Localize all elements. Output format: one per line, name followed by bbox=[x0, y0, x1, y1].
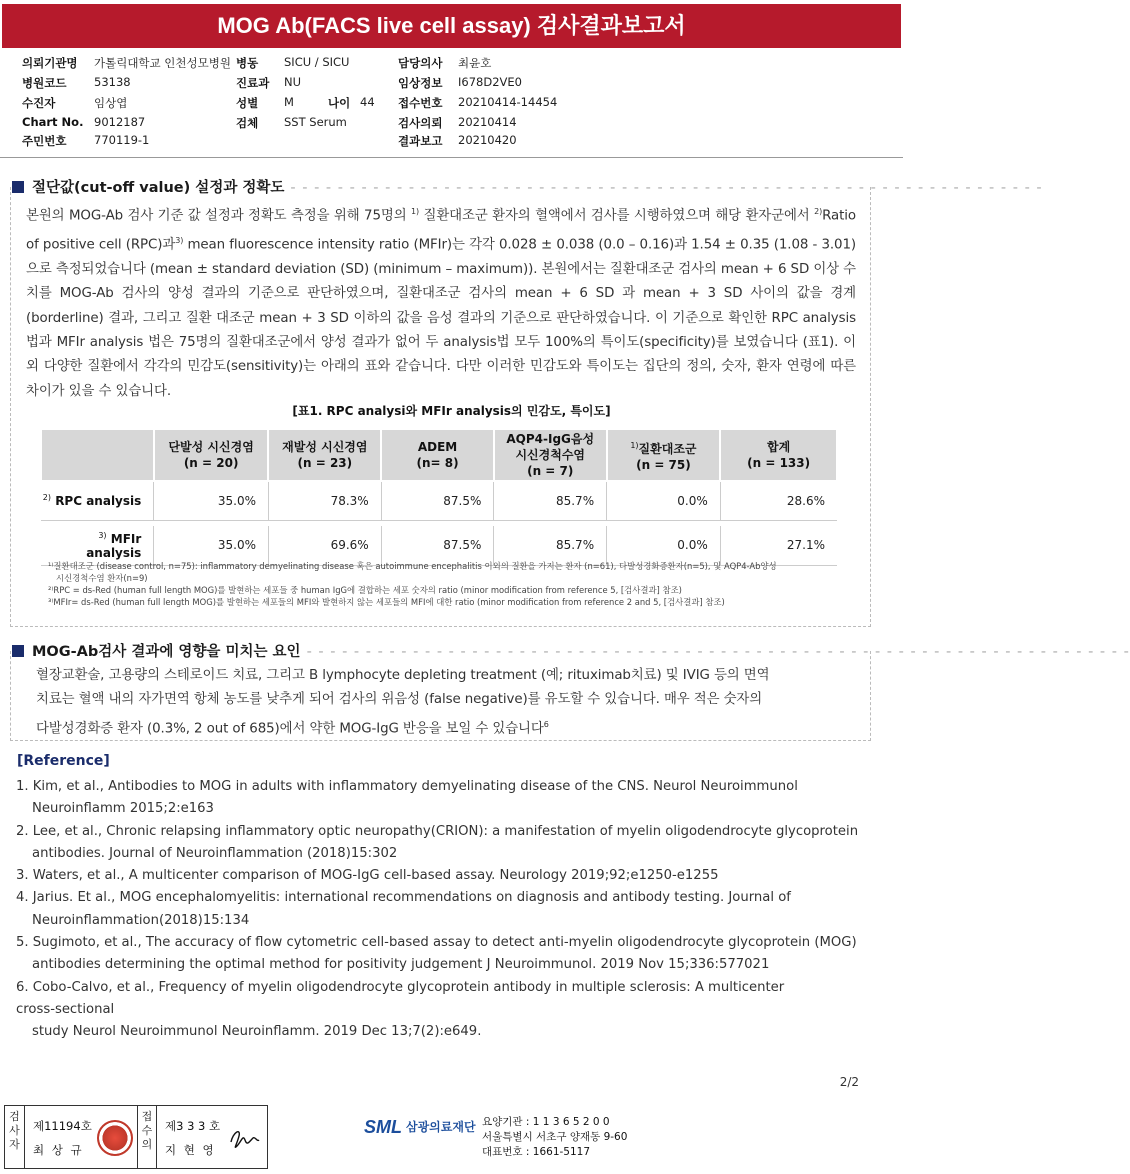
page-number: 2/2 bbox=[839, 1075, 859, 1089]
table-cell: 35.0% bbox=[154, 526, 269, 565]
footnote: 시신경척수염 환자(n=9) bbox=[56, 573, 148, 583]
org-line: 서울특별시 서초구 양재동 9-60 bbox=[482, 1131, 628, 1143]
info-value: 임상엽 bbox=[94, 96, 128, 110]
table-cell: 35.0% bbox=[154, 481, 269, 520]
info-label: 접수번호 bbox=[398, 96, 443, 110]
reference-item: 3. Waters, et al., A multicenter comparison of MOG-IgG cell-based assay. Neurology 2019;92;e1250-e1255 bbox=[16, 868, 719, 884]
column-header: 재발성 시신경염 (n = 23) bbox=[268, 429, 381, 481]
receiver-license: 제3 3 3 호 bbox=[165, 1119, 221, 1133]
column-header: 단발성 시신경염 (n = 20) bbox=[154, 429, 269, 481]
info-value: 9012187 bbox=[94, 115, 146, 129]
section-heading-text: MOG-Ab검사 결과에 영향을 미치는 요인 bbox=[32, 644, 301, 660]
info-value: 20210414 bbox=[458, 115, 517, 129]
table-caption: [표1. RPC analysi와 MFIr analysis의 민감도, 특이도] bbox=[292, 404, 611, 418]
table-cell: 28.6% bbox=[720, 481, 837, 520]
table-cell: 69.6% bbox=[268, 526, 381, 565]
report-title: MOG Ab(FACS live cell assay) 검사결과보고서 bbox=[2, 4, 901, 48]
row-header: $^{2)}$ RPC analysis bbox=[41, 481, 154, 520]
info-label: 나이 bbox=[328, 96, 351, 110]
factors-line: 치료는 혈액 내의 자가면역 항체 농도를 낮추게 되어 검사의 위음성 (false negative)를 유도할 수 있습니다. 매우 적은 숫자의 bbox=[36, 692, 763, 708]
info-label: 의뢰기관명 bbox=[22, 56, 78, 70]
factors-line: 다발성경화증 환자 (0.3%, 2 out of 685)에서 약한 MOG-IgG 반응을 보일 수 있습니다$^6$ bbox=[36, 719, 549, 737]
table-cell: 85.7% bbox=[494, 481, 607, 520]
table-header-row bbox=[41, 429, 837, 481]
info-label: 결과보고 bbox=[398, 134, 443, 148]
footnote: ²⁾RPC = ds-Red (human full length MOG)를 발현하는 세포들 중 human IgG에 결합하는 세포 숫자의 ratio (minor modification from reference 5, [검사결과] 참조) bbox=[48, 585, 682, 595]
reference-heading: [Reference] bbox=[17, 753, 110, 769]
column-header: $^{1)}$질환대조군 (n = 75) bbox=[607, 429, 721, 481]
info-value: 20210420 bbox=[458, 133, 517, 147]
info-label: 담당의사 bbox=[398, 56, 443, 70]
info-value: SST Serum bbox=[284, 115, 347, 129]
sml-logo bbox=[364, 1117, 476, 1138]
column-header: AQP4-IgG음성 시신경척수염 (n = 7) bbox=[494, 429, 607, 481]
table-cell: 87.5% bbox=[381, 481, 494, 520]
info-label: 성별 bbox=[236, 96, 259, 110]
row-header: $^{3)}$ MFIr analysis bbox=[41, 526, 154, 565]
column-header: 합계 (n = 133) bbox=[720, 429, 837, 481]
examiner-name: 최 상 규 bbox=[33, 1143, 84, 1157]
org-line: 요양기관 : 1 1 3 6 5 2 0 0 bbox=[482, 1116, 610, 1128]
examiner-seal-icon bbox=[97, 1120, 133, 1156]
table-row bbox=[41, 481, 837, 520]
info-value: 가톨릭대학교 인천성모병원 bbox=[94, 56, 231, 70]
org-line: 대표번호 : 1661-5117 bbox=[482, 1146, 591, 1158]
info-label: 검사의뢰 bbox=[398, 116, 443, 130]
reference-item: 2. Lee, et al., Chronic relapsing inflammatory optic neuropathy(CRION): a manifestation of myelin oligodendrocyte glycoprotein bbox=[16, 823, 859, 839]
info-value: 53138 bbox=[94, 75, 131, 89]
reference-item-cont: antibodies determining the optimal method for positivity judgement J Neuroimmunol. 2019 Nov 15;336:577021 bbox=[32, 957, 770, 973]
signature-icon bbox=[227, 1124, 261, 1154]
info-label: 병동 bbox=[236, 56, 259, 70]
footnote: ³⁾MFIr= ds-Red (human full length MOG)를 발현하는 세포들의 MFI와 발현하지 않는 세포들의 MFI에 대한 ratio (minor modification from reference 2 and 5, [검사결과] 참조) bbox=[48, 597, 725, 607]
section-heading-text: 절단값(cut-off value) 설정과 정확도 bbox=[32, 180, 285, 196]
reference-item-cont: antibodies. Journal of Neuroinflammation (2018)15:302 bbox=[32, 845, 398, 861]
factors-line: 혈장교환술, 고용량의 스테로이드 치료, 그리고 B lymphocyte depleting treatment (예; rituximab치료) 및 IVIG 등의 면역 bbox=[36, 668, 770, 683]
info-label: Chart No. bbox=[22, 115, 84, 129]
receiver-name: 지 현 영 bbox=[165, 1143, 216, 1157]
table-cell: 0.0% bbox=[607, 526, 721, 565]
info-value: 770119-1 bbox=[94, 133, 150, 147]
info-label: 검체 bbox=[236, 116, 259, 130]
table-cell: 0.0% bbox=[607, 481, 721, 520]
info-value: SICU / SICU bbox=[284, 55, 350, 69]
examiner-vertical-label: 검 사 자 bbox=[5, 1106, 25, 1168]
reference-item: 5. Sugimoto, et al., The accuracy of flow cytometric cell-based assay to detect anti-myelin oligodendrocyte glycoprotein (MOG) bbox=[16, 935, 857, 951]
table-cell: 27.1% bbox=[720, 526, 837, 565]
table-cell: 78.3% bbox=[268, 481, 381, 520]
footnote: ¹⁾질환대조군 (disease control, n=75): inflammatory demyelinating disease 혹은 autoimmune encephalitis 이외의 질환을 가지는 환자 (n=61), 다발성경화증환자(n=5), 및 AQP4-Ab양성 bbox=[48, 561, 777, 571]
info-value: 44 bbox=[360, 95, 375, 109]
info-label: 병원코드 bbox=[22, 76, 67, 90]
info-label: 주민번호 bbox=[22, 134, 67, 148]
cutoff-paragraph: 본원의 MOG-Ab 검사 기준 값 설정과 정확도 측정을 위해 75명의 $^{1)}$ 질환대조군 환자의 혈액에서 검사를 시행하였으며 해당 환자군에서 $^{2)}$Ratio of positive cell (RPC)과$^{3)}$ mean fluorescence intensity ratio (MFIr)는 각각 0.028 ± 0.038 (0.0 – 0.16)과 1.54 ± 0.35 (1.08 - 3.01)으로 측정되었습니다 (mean ± standard deviation (SD) (minimum – maximum)). 본원에서는 질환대조군 검사의 mean + 6 SD 이상 수치를 MOG-Ab 검사의 양성 결과의 기준으로 판단하였으며, 질환대조군 검사의 mean + 6 SD 과 mean + 3 SD 사이의 값을 경계 (borderline) 결과, 그리고 질환 대조군 mean + 3 SD 이하의 값을 음성 결과의 기준으로 판단하였습니다. 이 기준으로 확인한 RPC analysis 법과 MFIr analysis 법은 75명의 질환대조군에서 양성 결과가 없어 두 analysis법 모두 100%의 특이도(specificity)를 보였습니다 (표1). 이 외 다양한 질환에서 각각의 민감도(sensitivity)는 아래의 표와 같습니다. 다만 이러한 민감도와 특이도는 집단의 정의, 숫자, 환자 연령에 따른 차이가 있을 수 있습니다. bbox=[26, 207, 857, 399]
reference-item: 6. Cobo-Calvo, et al., Frequency of myelin oligodendrocyte glycoprotein antibody in multiple sclerosis: A multicenter bbox=[16, 979, 785, 995]
table-corner bbox=[41, 429, 154, 481]
signature-box bbox=[4, 1105, 268, 1169]
logo-mark: SML bbox=[364, 1117, 402, 1137]
logo-text: 삼광의료재단 bbox=[406, 1120, 476, 1134]
reference-item-cont: study Neurol Neuroimmunol Neuroinflamm. 2019 Dec 13;7(2):e649. bbox=[32, 1024, 482, 1040]
reference-item: 4. Jarius. Et al., MOG encephalomyelitis: international recommendations on diagnosis and antibody testing. Journal of bbox=[16, 890, 791, 906]
reference-item-cont: Neuroinflammation(2018)15:134 bbox=[32, 912, 250, 928]
info-label: 임상정보 bbox=[398, 76, 443, 90]
report-footer bbox=[4, 1103, 899, 1171]
reference-item-cont: cross-sectional bbox=[16, 1001, 115, 1017]
factors-paragraph bbox=[36, 664, 866, 742]
info-value: 최윤호 bbox=[458, 56, 492, 70]
reference-item-cont: Neuroinflamm 2015;2:e163 bbox=[32, 801, 214, 817]
sensitivity-table bbox=[40, 428, 838, 566]
info-label: 수진자 bbox=[22, 96, 56, 110]
info-value: I678D2VE0 bbox=[458, 75, 522, 89]
section-heading-factors: MOG-Ab검사 결과에 영향을 미치는 요인 - - - - - - - - - - - - - - - - - - - - - - - - - - - - - - - - - - - - - - - - - - - - - - - - - - - - - - - - - - - - - - - - - - - - - - bbox=[12, 640, 1130, 661]
receiver-vertical-label: 접 수 의 bbox=[137, 1106, 157, 1168]
reference-item: 1. Kim, et al., Antibodies to MOG in adults with inflammatory demyelinating disease of the CNS. Neurol Neuroimmunol bbox=[16, 779, 798, 794]
table-cell: 85.7% bbox=[494, 526, 607, 565]
table-cell: 87.5% bbox=[381, 526, 494, 565]
reference-list bbox=[16, 776, 886, 1044]
info-value: M bbox=[284, 95, 294, 109]
info-value: NU bbox=[284, 75, 302, 89]
header-divider bbox=[0, 157, 903, 158]
info-label: 진료과 bbox=[236, 76, 270, 90]
info-value: 20210414-14454 bbox=[458, 95, 558, 109]
table-footnotes bbox=[48, 560, 848, 608]
section-heading-cutoff: 절단값(cut-off value) 설정과 정확도 - - - - - - - - - - - - - - - - - - - - - - - - - - - - - - - - - - - - - - - - - - - - - - - - - - - - - - - - - - - - - - - - bbox=[12, 176, 1043, 197]
organization-info bbox=[482, 1115, 627, 1160]
examiner-license: 제11194호 bbox=[33, 1119, 92, 1133]
column-header: ADEM (n= 8) bbox=[381, 429, 494, 481]
